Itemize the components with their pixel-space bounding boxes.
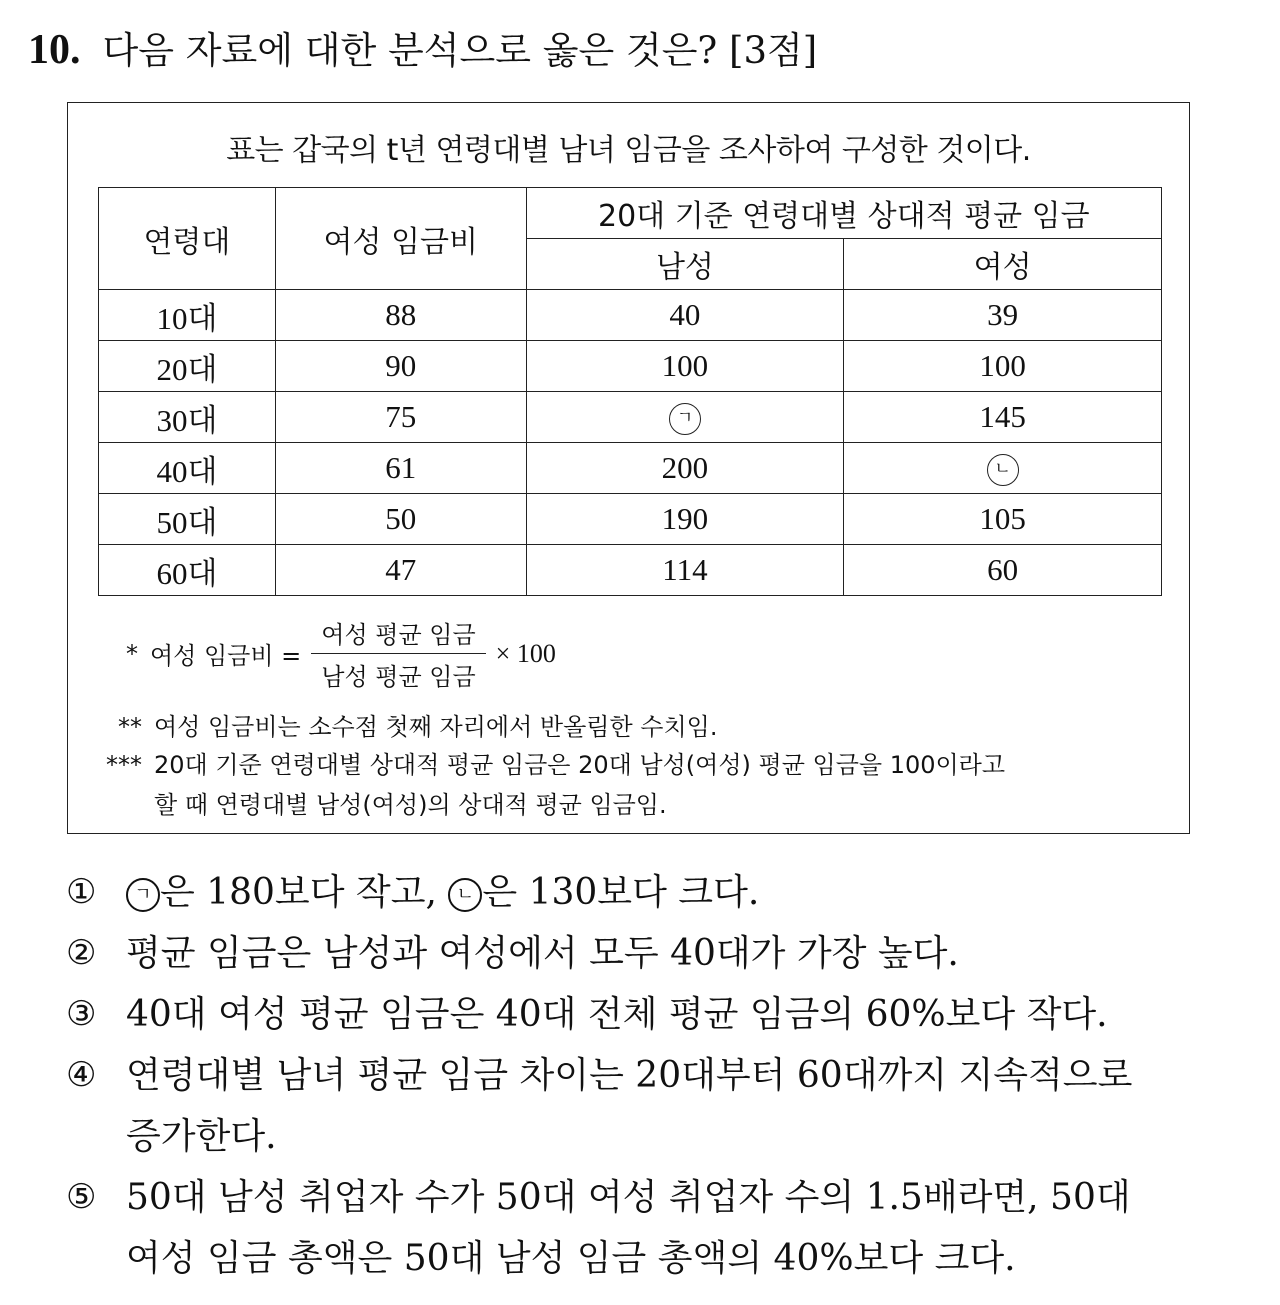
cell-female: 60 <box>844 545 1162 596</box>
wage-table <box>98 187 1162 596</box>
formula-mark: * <box>126 639 138 668</box>
table-header-row <box>99 188 1162 239</box>
note2-mark: ** <box>118 713 142 741</box>
choice-5[interactable] <box>66 1167 1132 1289</box>
choice-4-line2: 증가한다. <box>126 1116 277 1157</box>
cell-female: 100 <box>844 341 1162 392</box>
formula-lhs: 여성 임금비 = <box>150 642 302 670</box>
header-ratio: 여성 임금비 <box>275 188 526 290</box>
cell-male: 200 <box>526 443 844 494</box>
cell-age: 50대 <box>99 494 276 545</box>
table-row <box>99 392 1162 443</box>
answer-choices <box>66 862 1132 1289</box>
cell-ratio: 50 <box>275 494 526 545</box>
choice-2[interactable] <box>66 923 1132 984</box>
cell-female: 39 <box>844 290 1162 341</box>
cell-male: 40 <box>526 290 844 341</box>
cell-male: 114 <box>526 545 844 596</box>
choice-4[interactable] <box>66 1045 1132 1167</box>
cell-age: 60대 <box>99 545 276 596</box>
choice-2-number: ② <box>66 933 97 973</box>
cell-age: 10대 <box>99 290 276 341</box>
choice-3[interactable] <box>66 984 1132 1045</box>
note-rounding <box>98 707 717 742</box>
cell-age: 30대 <box>99 392 276 443</box>
cell-male: 190 <box>526 494 844 545</box>
choice-5-line1: 50대 남성 취업자 수가 50대 여성 취업자 수의 1.5배라면, 50대 <box>126 1177 1131 1218</box>
formula-denominator: 남성 평균 임금 <box>321 663 476 691</box>
cell-age: 40대 <box>99 443 276 494</box>
table-row <box>99 494 1162 545</box>
formula-multiplier: × 100 <box>495 638 556 668</box>
cell-age: 20대 <box>99 341 276 392</box>
choice-1[interactable] <box>66 862 1132 923</box>
marker-nieun: ㄴ <box>448 878 482 912</box>
header-female: 여성 <box>844 239 1162 290</box>
choice-1-number: ① <box>66 872 97 912</box>
cell-ratio: 90 <box>275 341 526 392</box>
data-box <box>67 102 1190 834</box>
note2-text: 여성 임금비는 소수점 첫째 자리에서 반올림한 수치임. <box>154 713 718 741</box>
choice-3-text: 40대 여성 평균 임금은 40대 전체 평균 임금의 60%보다 작다. <box>126 994 1108 1035</box>
question-number: 10. <box>28 27 81 73</box>
marker-giyeok: ㄱ <box>669 403 701 435</box>
choice-4-line1: 연령대별 남녀 평균 임금 차이는 20대부터 60대까지 지속적으로 <box>126 1055 1133 1096</box>
choice-1-text-b: 은 130보다 크다. <box>482 872 760 913</box>
table-row <box>99 443 1162 494</box>
cell-male <box>526 392 844 443</box>
header-relative: 20대 기준 연령대별 상대적 평균 임금 <box>526 188 1161 239</box>
header-male: 남성 <box>526 239 844 290</box>
note3-text-line1: 20대 기준 연령대별 상대적 평균 임금은 20대 남성(여성) 평균 임금을 100이라고 <box>154 751 1006 779</box>
cell-ratio: 88 <box>275 290 526 341</box>
choice-3-number: ③ <box>66 994 97 1034</box>
question-text: 다음 자료에 대한 분석으로 옳은 것은? [3점] <box>102 29 818 72</box>
cell-female <box>844 443 1162 494</box>
box-intro: 표는 갑국의 t년 연령대별 남녀 임금을 조사하여 구성한 것이다. <box>226 133 1031 168</box>
table-row <box>99 290 1162 341</box>
marker-nieun: ㄴ <box>987 454 1019 486</box>
table-row <box>99 545 1162 596</box>
ratio-formula <box>126 615 556 692</box>
cell-ratio: 61 <box>275 443 526 494</box>
choice-2-text: 평균 임금은 남성과 여성에서 모두 40대가 가장 높다. <box>126 933 959 974</box>
note3-text-line2: 할 때 연령대별 남성(여성)의 상대적 평균 임금임. <box>154 791 667 819</box>
choice-5-line2: 여성 임금 총액은 50대 남성 임금 총액의 40%보다 크다. <box>126 1238 1016 1279</box>
cell-ratio: 75 <box>275 392 526 443</box>
choice-4-number: ④ <box>66 1055 97 1095</box>
cell-female: 105 <box>844 494 1162 545</box>
marker-giyeok: ㄱ <box>126 878 160 912</box>
table-row <box>99 341 1162 392</box>
formula-numerator: 여성 평균 임금 <box>311 615 485 654</box>
cell-ratio: 47 <box>275 545 526 596</box>
note-relative-line1 <box>98 745 1005 780</box>
cell-male: 100 <box>526 341 844 392</box>
question-header <box>28 20 817 74</box>
note3-mark: *** <box>106 751 142 779</box>
choice-5-number: ⑤ <box>66 1177 97 1217</box>
cell-female: 145 <box>844 392 1162 443</box>
formula-fraction <box>311 615 485 692</box>
choice-1-text-a: 은 180보다 작고, <box>160 872 449 913</box>
header-age: 연령대 <box>99 188 276 290</box>
